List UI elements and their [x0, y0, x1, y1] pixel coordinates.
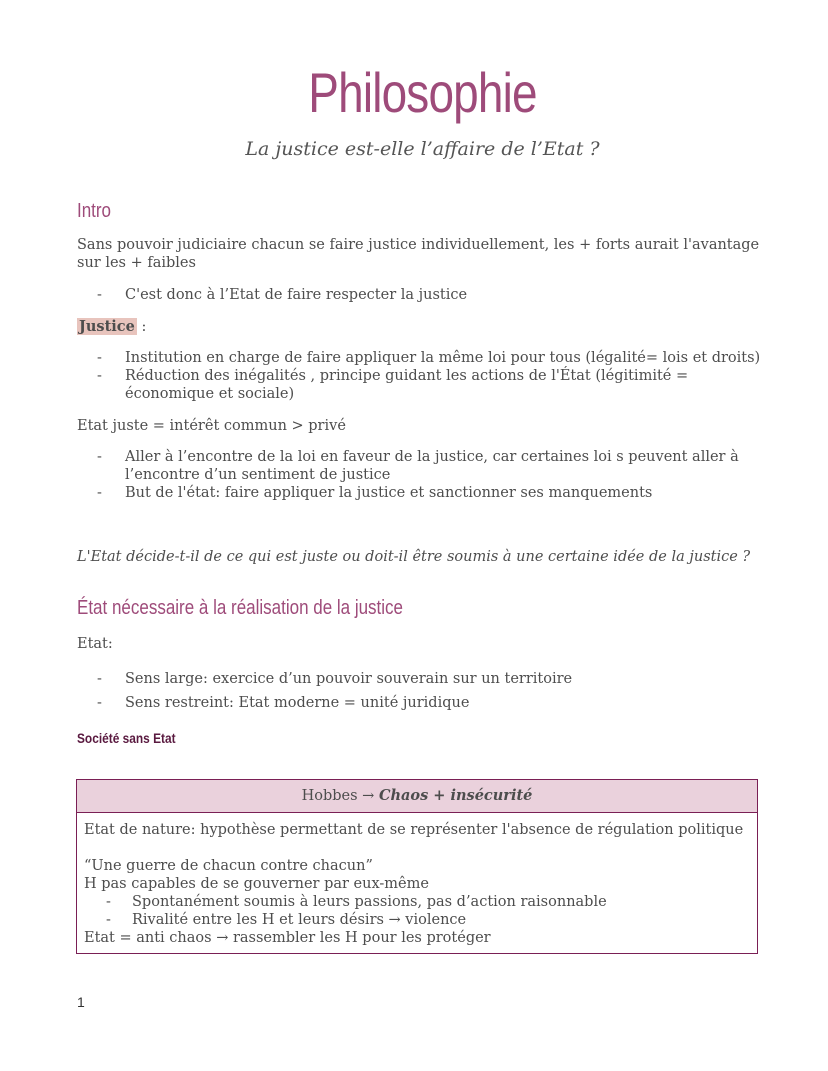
list-item: - Sens restreint: Etat moderne = unité juridique	[97, 695, 470, 711]
etat-label: Etat:	[77, 636, 113, 652]
list-item: - Aller à l’encontre de la loi en faveur de la justice, car certaines loi s peuvent aller à l’encontre d’un sentiment de justice	[97, 449, 739, 483]
page-title: Philosophie	[308, 61, 537, 124]
justice-line: Justice :	[79, 318, 147, 335]
list-item: - Sens large: exercice d’un pouvoir souverain sur un territoire	[97, 671, 573, 687]
justice-highlight: Justice	[79, 318, 135, 335]
intro-paragraph: Sans pouvoir judiciaire chacun se faire justice individuellement, les + forts aurait l'avantage sur les + faibles	[77, 237, 760, 271]
list-item: - Institution en charge de faire appliquer la même loi pour tous (légalité= lois et droits)	[97, 350, 761, 366]
list-item: - C'est donc à l’Etat de faire respecter la justice	[97, 287, 468, 303]
box-list	[84, 893, 750, 929]
etat-list	[97, 448, 767, 502]
hobbes-box	[76, 779, 758, 954]
intro-heading: Intro	[77, 200, 112, 222]
list-item: - Réduction des inégalités , principe guidant les actions de l'État (légitimité = économique et sociale)	[97, 368, 689, 402]
list-item: - Rivalité entre les H et leurs désirs → violence	[106, 912, 467, 928]
list-item: - But de l'état: faire appliquer la justice et sanctionner ses manquements	[97, 485, 653, 501]
justice-list	[97, 349, 767, 403]
intro-question: L'Etat décide-t-il de ce qui est juste ou doit-il être soumis à une certaine idée de la justice ?	[77, 549, 751, 565]
intro-list	[97, 286, 767, 304]
hobbes-box-header: Hobbes → Chaos + insécurité	[77, 780, 757, 813]
page-subtitle: La justice est-elle l’affaire de l’Etat ?	[245, 138, 600, 160]
section2-list	[97, 670, 767, 712]
box-quote: “Une guerre de chacun contre chacun”	[84, 858, 373, 874]
section2-subheading: Société sans Etat	[77, 730, 176, 746]
etat-juste-line: Etat juste = intérêt commun > privé	[77, 418, 346, 434]
hobbes-box-body	[77, 813, 757, 955]
list-item: - Spontanément soumis à leurs passions, pas d’action raisonnable	[106, 894, 607, 910]
box-line: Etat = anti chaos → rassembler les H pour les protéger	[84, 930, 491, 946]
box-line: Etat de nature: hypothèse permettant de se représenter l'absence de régulation politique	[84, 822, 744, 838]
section2-heading: État nécessaire à la réalisation de la justice	[77, 597, 404, 619]
page-number: 1	[77, 994, 85, 1010]
box-line: H pas capables de se gouverner par eux-même	[84, 876, 429, 892]
